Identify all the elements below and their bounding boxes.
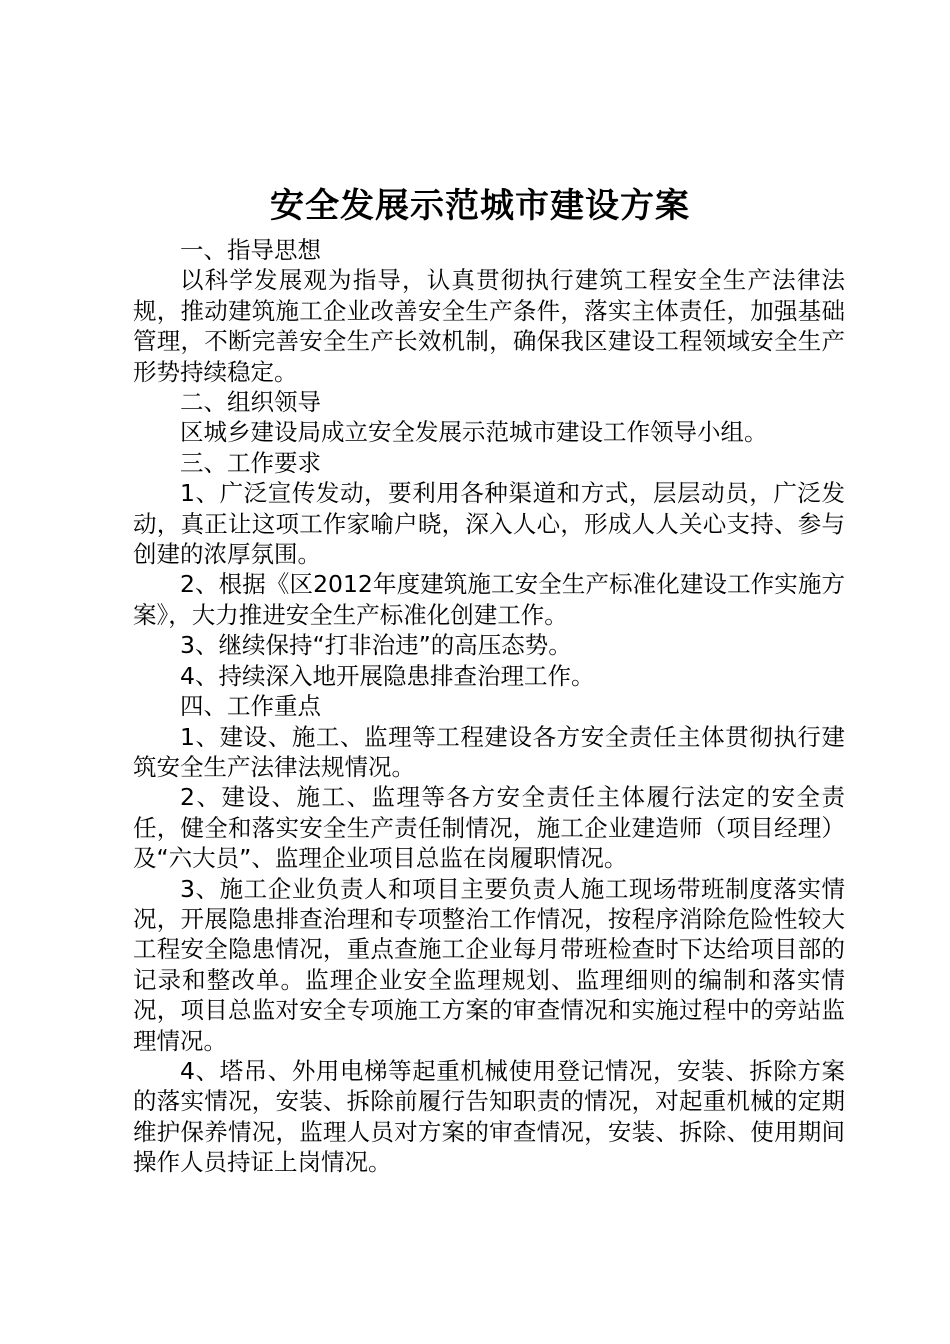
- paragraph-requirement-3: 3、继续保持“打非治违”的高压态势。: [180, 631, 572, 660]
- document-title: 安全发展示范城市建设方案: [270, 186, 690, 226]
- section-heading-guiding-ideology: 一、指导思想: [180, 236, 321, 264]
- document-body: [133, 235, 845, 1178]
- paragraph-focus-4: 4、塔吊、外用电梯等起重机械使用登记情况，安装、拆除方案的落实情况，安装、拆除前履行告知职责的情况，对起重机械的定期维护保养情况，监理人员对方案的审查情况，安装、拆除、使用期间操作人员持证上岗情况。: [133, 1056, 845, 1177]
- paragraph-organization: 区城乡建设局成立安全发展示范城市建设工作领导小组。: [180, 418, 768, 447]
- paragraph-requirement-1: 1、广泛宣传发动，要利用各种渠道和方式，层层动员，广泛发动，真正让这项工作家喻户晓，深入人心，形成人人关心支持、参与创建的浓厚氛围。: [133, 479, 845, 569]
- paragraph-requirement-4: 4、持续深入地开展隐患排查治理工作。: [180, 661, 595, 690]
- paragraph-focus-2: 2、建设、施工、监理等各方安全责任主体履行法定的安全责任，健全和落实安全生产责任制情况，施工企业建造师（项目经理）及“六大员”、监理企业项目总监在岗履职情况。: [133, 783, 845, 873]
- section-heading-work-focus: 四、工作重点: [180, 692, 321, 721]
- paragraph-requirement-2: 2、根据《区2012年度建筑施工安全生产标准化建设工作实施方案》，大力推进安全生产标准化创建工作。: [133, 570, 845, 629]
- section-heading-organization: 二、组织领导: [180, 388, 321, 417]
- section-heading-work-requirements: 三、工作要求: [180, 448, 321, 477]
- paragraph-focus-1: 1、建设、施工、监理等工程建设各方安全责任主体贯彻执行建筑安全生产法律法规情况。: [133, 722, 845, 781]
- paragraph-focus-3: 3、施工企业负责人和项目主要负责人施工现场带班制度落实情况，开展隐患排查治理和专项整治工作情况，按程序消除危险性较大工程安全隐患情况，重点查施工企业每月带班检查时下达给项目部的记录和整改单。监理企业安全监理规划、监理细则的编制和落实情况，项目总监对安全专项施工方案的审查情况和实施过程中的旁站监理情况。: [133, 874, 845, 1055]
- paragraph-guiding-ideology: 以科学发展观为指导，认真贯彻执行建筑工程安全生产法律法规，推动建筑施工企业改善安全生产条件，落实主体责任，加强基础管理，不断完善安全生产长效机制，确保我区建设工程领域安全生产形势持续稳定。: [133, 266, 845, 386]
